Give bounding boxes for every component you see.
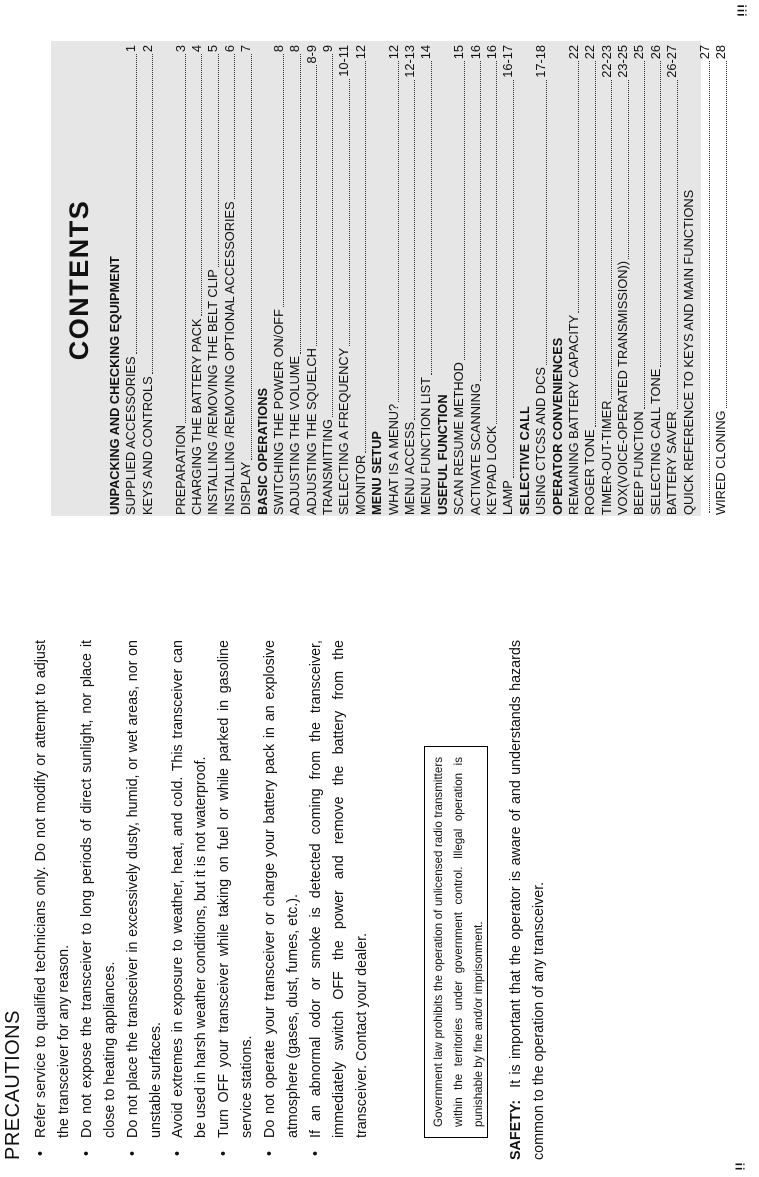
contents-entry-page: 7 bbox=[238, 45, 254, 53]
dot-leader bbox=[611, 80, 612, 399]
contents-entry bbox=[386, 45, 402, 515]
contents-entry-label: QUICK REFERENCE TO KEYS AND MAIN FUNCTIONS bbox=[680, 189, 696, 515]
contents-entry bbox=[681, 45, 697, 515]
contents-entry-label: INSTALLING /REMOVING OPTIONAL ACCESSORIES bbox=[221, 201, 237, 515]
dot-leader bbox=[595, 61, 596, 427]
contents-entry bbox=[533, 45, 549, 515]
contents-entry-label: BEEP FUNCTION bbox=[631, 411, 647, 515]
dot-leader bbox=[398, 61, 399, 402]
contents-entry-label: INSTALLING /REMOVING THE BELT CLIP bbox=[205, 269, 221, 515]
contents-entry-label: TRANSMITTING bbox=[320, 419, 336, 515]
contents-entry bbox=[418, 45, 434, 515]
contents-heading-label: BASIC OPERATIONS bbox=[254, 387, 270, 515]
contents-entry-page: 23-25 bbox=[615, 45, 631, 78]
contents-heading bbox=[369, 45, 385, 515]
contents-heading bbox=[517, 45, 533, 515]
contents-list bbox=[107, 45, 730, 515]
contents-entry-label: SELECTING CALL TONE bbox=[647, 368, 663, 515]
contents-entry-page: 10-11 bbox=[336, 45, 352, 77]
contents-entry-label: BATTERY SAVER bbox=[664, 411, 680, 515]
dot-leader bbox=[628, 80, 629, 259]
precaution-item: • Do not operate your transceiver or charge your battery pack in an explosive atmosphere (gases, dust, fumes, etc.). bbox=[259, 640, 305, 1160]
contents-entry bbox=[402, 45, 418, 515]
contents-entry bbox=[451, 45, 467, 515]
dot-leader bbox=[578, 61, 579, 312]
contents-entry-page: 22 bbox=[565, 45, 581, 60]
contents-entry-page: 5 bbox=[205, 45, 221, 53]
dot-leader bbox=[332, 54, 333, 417]
dot-leader bbox=[349, 79, 350, 346]
contents-entry-page: 12 bbox=[352, 45, 368, 60]
contents-entry-page: 8 bbox=[287, 45, 303, 53]
contents-entry bbox=[648, 45, 664, 515]
contents-entry-page: 26 bbox=[647, 45, 663, 60]
contents-entry-label: MONITOR bbox=[352, 454, 368, 515]
contents-entry bbox=[632, 45, 648, 515]
contents-heading-label: UNPACKING AND CHECKING EQUIPMENT bbox=[106, 256, 122, 515]
contents-entry bbox=[484, 45, 500, 515]
dot-leader bbox=[201, 54, 202, 316]
contents-entry-label: ADJUSTING THE VOLUME bbox=[287, 355, 303, 515]
contents-entry-label: USING CTCSS AND DCS bbox=[533, 367, 549, 515]
contents-entry bbox=[140, 45, 156, 515]
contents-entry bbox=[271, 45, 287, 515]
contents-entry-page: 12 bbox=[385, 45, 401, 60]
contents-entry-label: KEYPAD LOCK bbox=[483, 425, 499, 515]
contents-entry-page: 25 bbox=[631, 45, 647, 60]
safety-label: SAFETY: bbox=[508, 1099, 524, 1160]
contents-entry-page: 28 bbox=[713, 45, 729, 60]
dot-leader bbox=[660, 61, 661, 367]
contents-entry bbox=[287, 45, 303, 515]
contents-entry-page: 27 bbox=[697, 45, 713, 60]
precaution-item: • Avoid extremes in exposure to weather, heat, and cold. This transceiver can be used in harsh weather conditions, but it is not waterproof. bbox=[167, 640, 213, 1160]
dot-leader bbox=[644, 61, 645, 409]
contents-entry-page: 16-17 bbox=[500, 45, 516, 78]
dot-leader bbox=[316, 66, 317, 347]
legal-notice-box: Government law prohibits the operation of unlicensed radio transmitters within the territories under government control. Illegal operation is punishable by fine and/or imprisonment. bbox=[424, 746, 488, 1138]
contents-entry-label: KEYS AND CONTROLS bbox=[139, 376, 155, 515]
precaution-item: • If an abnormal odor or smoke is detected coming from the transceiver, immediately switch OFF the power and remove the battery from the transceiver. Contact your dealer. bbox=[305, 640, 374, 1160]
contents-entry-label: ROGER TONE bbox=[582, 429, 598, 515]
contents-entry-page: 22-23 bbox=[598, 45, 614, 78]
contents-entry bbox=[582, 45, 598, 515]
page-number-top: iii bbox=[734, 4, 749, 18]
dot-leader bbox=[152, 54, 153, 374]
dot-leader bbox=[300, 54, 301, 354]
contents-entry bbox=[697, 45, 713, 515]
contents-entry-label: DISPLAY bbox=[238, 461, 254, 515]
contents-entry-page: 8 bbox=[270, 45, 286, 53]
dot-leader bbox=[365, 61, 366, 453]
contents-entry-page: 2 bbox=[139, 45, 155, 53]
contents-entry-page: 3 bbox=[172, 45, 188, 53]
contents-entry-label: MENU FUNCTION LIST bbox=[418, 377, 434, 515]
precaution-item: • Do not place the transceiver in excessively dusty, humid, or wet areas, nor on unstable surfaces. bbox=[122, 640, 168, 1160]
contents-entry bbox=[336, 45, 352, 515]
contents-entry bbox=[713, 45, 729, 515]
contents-entry bbox=[304, 45, 320, 515]
dot-leader bbox=[136, 54, 137, 354]
contents-entry-page: 8-9 bbox=[303, 45, 319, 64]
contents-entry-label: WIRED CLONING bbox=[713, 410, 729, 515]
contents-heading bbox=[550, 45, 566, 515]
contents-entry-page: 26-27 bbox=[664, 45, 680, 78]
contents-entry bbox=[123, 45, 139, 515]
precautions-list bbox=[30, 640, 374, 1160]
precautions-section bbox=[0, 640, 560, 1160]
contents-entry bbox=[238, 45, 254, 515]
contents-entry bbox=[615, 45, 631, 515]
contents-entry-page: 6 bbox=[221, 45, 237, 53]
contents-entry-label: ADJUSTING THE SQUELCH bbox=[303, 348, 319, 515]
safety-text: It is important that the operator is aware of and understands hazards common to the operation of any transceiver. bbox=[508, 640, 547, 1160]
contents-entry bbox=[468, 45, 484, 515]
contents-entry-label: LAMP bbox=[500, 480, 516, 515]
contents-entry-label: CHARGING THE BATTERY PACK bbox=[188, 318, 204, 515]
dot-leader bbox=[480, 61, 481, 381]
dot-leader bbox=[185, 54, 186, 423]
contents-entry-page: 15 bbox=[451, 45, 467, 60]
contents-heading-label: SELECTIVE CALL bbox=[516, 406, 532, 515]
contents-spacer bbox=[156, 45, 172, 515]
dot-leader bbox=[677, 80, 678, 410]
contents-entry-page: 16 bbox=[467, 45, 483, 60]
contents-entry bbox=[664, 45, 680, 515]
contents-entry-label: SCAN RESUME METHOD bbox=[451, 362, 467, 515]
dot-leader bbox=[414, 80, 415, 420]
contents-entry-label: TIMER-OUT-TIMER bbox=[598, 400, 614, 515]
dot-leader bbox=[251, 54, 252, 460]
contents-entry bbox=[353, 45, 369, 515]
contents-entry bbox=[205, 45, 221, 515]
contents-entry-label: REMAINING BATTERY CAPACITY bbox=[565, 314, 581, 515]
contents-title: CONTENTS bbox=[64, 199, 94, 361]
contents-entry-label: SWITCHING THE POWER ON/OFF bbox=[270, 309, 286, 515]
contents-entry bbox=[500, 45, 516, 515]
contents-entry-label: VOX(VOICE-OPERATED TRANSMISSION)) bbox=[615, 260, 631, 515]
contents-heading bbox=[107, 45, 123, 515]
contents-entry bbox=[189, 45, 205, 515]
precaution-item: • Turn OFF your transceiver while taking on fuel or while parked in gasoline service stations. bbox=[213, 640, 259, 1160]
precaution-item: • Do not expose the transceiver to long periods of direct sunlight, nor place it close to heating appliances. bbox=[76, 640, 122, 1160]
dot-leader bbox=[218, 54, 219, 267]
contents-entry-label: PREPARATION bbox=[172, 425, 188, 515]
dot-leader bbox=[283, 54, 284, 307]
contents-entry-page: 17-18 bbox=[533, 45, 549, 78]
contents-entry bbox=[173, 45, 189, 515]
contents-entry-label: SELECTING A FREQUENCY bbox=[336, 347, 352, 515]
contents-entry-page: 14 bbox=[418, 45, 434, 60]
contents-entry-page: 16 bbox=[483, 45, 499, 60]
contents-heading-label: OPERATOR CONVENIENCES bbox=[549, 337, 565, 515]
contents-entry bbox=[566, 45, 582, 515]
contents-entry bbox=[599, 45, 615, 515]
dot-leader bbox=[709, 61, 710, 513]
contents-heading bbox=[435, 45, 451, 515]
contents-heading-label: MENU SETUP bbox=[369, 431, 385, 515]
dot-leader bbox=[464, 61, 465, 360]
safety-note bbox=[505, 640, 551, 1160]
contents-entry-label: ACTIVATE SCANNING bbox=[467, 383, 483, 515]
precaution-item: • Refer service to qualified technicians only. Do not modify or attempt to adjust the transceiver for any reason. bbox=[30, 640, 76, 1160]
contents-entry-page: 1 bbox=[123, 45, 139, 53]
contents-entry bbox=[222, 45, 238, 515]
page-number-bottom: ii bbox=[732, 1162, 747, 1172]
dot-leader bbox=[546, 80, 547, 365]
contents-heading-label: USEFUL FUNCTION bbox=[434, 394, 450, 515]
contents-entry-page: 22 bbox=[582, 45, 598, 60]
dot-leader bbox=[513, 80, 514, 478]
contents-entry-page: 4 bbox=[188, 45, 204, 53]
contents-entry-page: 9 bbox=[320, 45, 336, 53]
contents-entry-page: 12-13 bbox=[402, 45, 418, 78]
precautions-title: PRECAUTIONS bbox=[2, 1010, 24, 1160]
contents-entry-label: SUPPLIED ACCESSORIES bbox=[123, 356, 139, 515]
contents-section bbox=[55, 45, 729, 515]
contents-entry-label: MENU ACCESS bbox=[402, 421, 418, 515]
contents-entry bbox=[320, 45, 336, 515]
contents-entry-label: WHAT IS A MENU? bbox=[385, 403, 401, 515]
dot-leader bbox=[726, 61, 727, 408]
contents-heading bbox=[255, 45, 271, 515]
dot-leader bbox=[496, 61, 497, 423]
dot-leader bbox=[431, 61, 432, 375]
dot-leader bbox=[234, 54, 235, 199]
